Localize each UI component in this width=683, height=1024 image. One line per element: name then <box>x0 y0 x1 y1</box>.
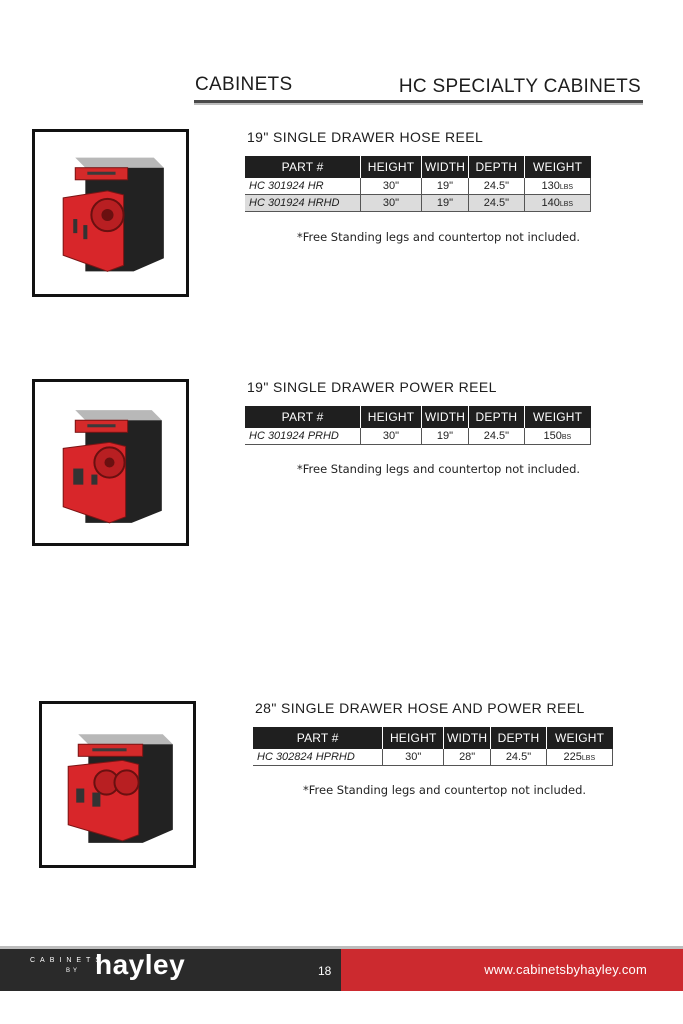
spec-table-power-reel <box>245 406 591 445</box>
table-header-row <box>245 156 591 178</box>
column-depth: DEPTH <box>469 406 525 428</box>
column-height: HEIGHT <box>361 406 422 428</box>
product-note: *Free Standing legs and countertop not included. <box>303 783 587 797</box>
column-width: WIDTH <box>421 406 468 428</box>
cell-weight <box>524 195 590 212</box>
column-weight: WEIGHT <box>546 727 612 749</box>
column-height: HEIGHT <box>361 156 422 178</box>
spec-table-hose-and-power-reel <box>253 727 613 766</box>
hose-and-power-reel-cabinet-illustration <box>42 704 193 865</box>
product-photo-power-reel <box>32 379 189 546</box>
brand-logo-by: BY <box>66 968 81 974</box>
table-row <box>245 428 591 445</box>
cell-depth: 24.5" <box>469 428 525 445</box>
column-width: WIDTH <box>444 727 491 749</box>
table-header-row <box>253 727 613 749</box>
weight-unit: LBS <box>581 755 596 762</box>
cell-width: 19" <box>421 178 468 195</box>
column-height: HEIGHT <box>383 727 444 749</box>
brand-logo-hayley: hayley <box>95 949 186 980</box>
cell-weight <box>546 749 612 766</box>
product-note: *Free Standing legs and countertop not included. <box>297 230 581 244</box>
cell-height: 30" <box>383 749 444 766</box>
cell-height: 30" <box>361 428 422 445</box>
website-link[interactable]: www.cabinetsbyhayley.com <box>484 962 647 977</box>
column-weight: WEIGHT <box>524 156 590 178</box>
column-weight: WEIGHT <box>524 406 590 428</box>
weight-value: 140 <box>541 197 560 209</box>
product-photo-hose-reel <box>32 129 189 297</box>
cell-part: HC 301924 HR <box>245 178 361 195</box>
cell-depth: 24.5" <box>469 195 525 212</box>
hose-reel-cabinet-illustration <box>35 132 186 294</box>
cell-part: HC 301924 HRHD <box>245 195 361 212</box>
table-row <box>245 178 591 195</box>
product-photo-hose-and-power-reel <box>39 701 196 868</box>
table-row <box>253 749 613 766</box>
column-width: WIDTH <box>421 156 468 178</box>
product-note: *Free Standing legs and countertop not included. <box>297 462 581 476</box>
table-header-row <box>245 406 591 428</box>
cell-width: 19" <box>421 428 468 445</box>
column-depth: DEPTH <box>491 727 546 749</box>
section-title: CABINETS <box>195 74 293 95</box>
column-part: PART # <box>253 727 383 749</box>
spec-table-hose-reel <box>245 156 591 212</box>
power-reel-cabinet-illustration <box>35 382 186 543</box>
table-row <box>245 195 591 212</box>
column-part: PART # <box>245 406 361 428</box>
page-number: 18 <box>318 964 332 978</box>
weight-unit: LBS <box>559 201 574 208</box>
cell-height: 30" <box>361 178 422 195</box>
cell-height: 30" <box>361 195 422 212</box>
cell-width: 19" <box>421 195 468 212</box>
column-depth: DEPTH <box>469 156 525 178</box>
weight-unit: LBS <box>559 184 574 191</box>
page-title: HC SPECIALTY CABINETS <box>398 76 641 97</box>
product-title: 19" SINGLE DRAWER HOSE REEL <box>247 129 484 145</box>
column-part: PART # <box>245 156 361 178</box>
product-title: 28" SINGLE DRAWER HOSE AND POWER REEL <box>255 700 585 716</box>
header-divider <box>194 100 643 103</box>
weight-value: 225 <box>563 751 582 763</box>
product-title: 19" SINGLE DRAWER POWER REEL <box>247 379 497 395</box>
weight-value: 130 <box>541 180 560 192</box>
weight-value: 150 <box>543 430 562 442</box>
cell-weight <box>524 178 590 195</box>
cell-depth: 24.5" <box>469 178 525 195</box>
weight-unit: BS <box>561 434 572 441</box>
cell-part: HC 301924 PRHD <box>245 428 361 445</box>
cell-width: 28" <box>444 749 491 766</box>
cell-weight <box>524 428 590 445</box>
cell-part: HC 302824 HPRHD <box>253 749 383 766</box>
cell-depth: 24.5" <box>491 749 546 766</box>
brand-logo-cabinets: CABINETS <box>30 957 106 964</box>
